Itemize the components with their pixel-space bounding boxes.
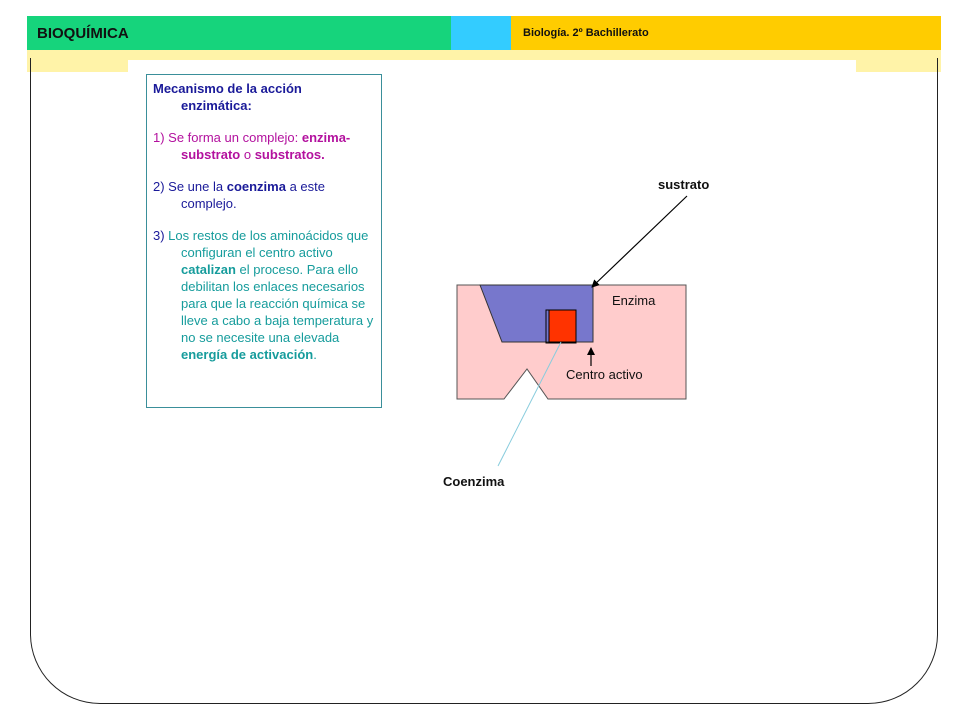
step-3-mid: el proceso. Para ello debilitan los enlaces necesarios para que la reacción química se lleve a cabo a baja temperatura y no se necesite una elevada <box>181 262 374 345</box>
header-title: BIOQUÍMICA <box>37 25 129 42</box>
step-3-text: Los restos de los aminoácidos que configuran el centro activo <box>164 228 369 260</box>
active-site-label: Centro activo <box>566 367 643 382</box>
step-3-number: 3) <box>153 228 165 243</box>
substrate-arrow <box>592 196 687 287</box>
step-2-coenzyme: coenzima <box>226 179 286 194</box>
step-1-mid: o <box>240 147 255 162</box>
step-3-catalyze: catalizan <box>181 262 236 277</box>
mechanism-heading: Mecanismo de la acción enzimática: <box>153 81 302 113</box>
enzyme-label: Enzima <box>612 293 656 308</box>
step-3-end: . <box>313 347 317 362</box>
step-1-enzyme-substrate: enzima-substrato <box>181 130 351 162</box>
coenzyme-label: Coenzima <box>443 474 505 489</box>
step-1-number: 1) <box>153 130 165 145</box>
coenzyme-shape <box>549 310 576 342</box>
step-2-text: Se une la <box>164 179 227 194</box>
step-1-text: Se forma un complejo: <box>164 130 302 145</box>
step-2-end: a este complejo. <box>181 179 325 211</box>
substrate-label: sustrato <box>658 177 710 192</box>
step-2-number: 2) <box>153 179 165 194</box>
step-3-activation-energy: energía de activación <box>181 347 314 362</box>
step-1-substrates: substratos. <box>254 147 325 162</box>
header-subtitle: Biología. 2º Bachillerato <box>523 27 649 39</box>
